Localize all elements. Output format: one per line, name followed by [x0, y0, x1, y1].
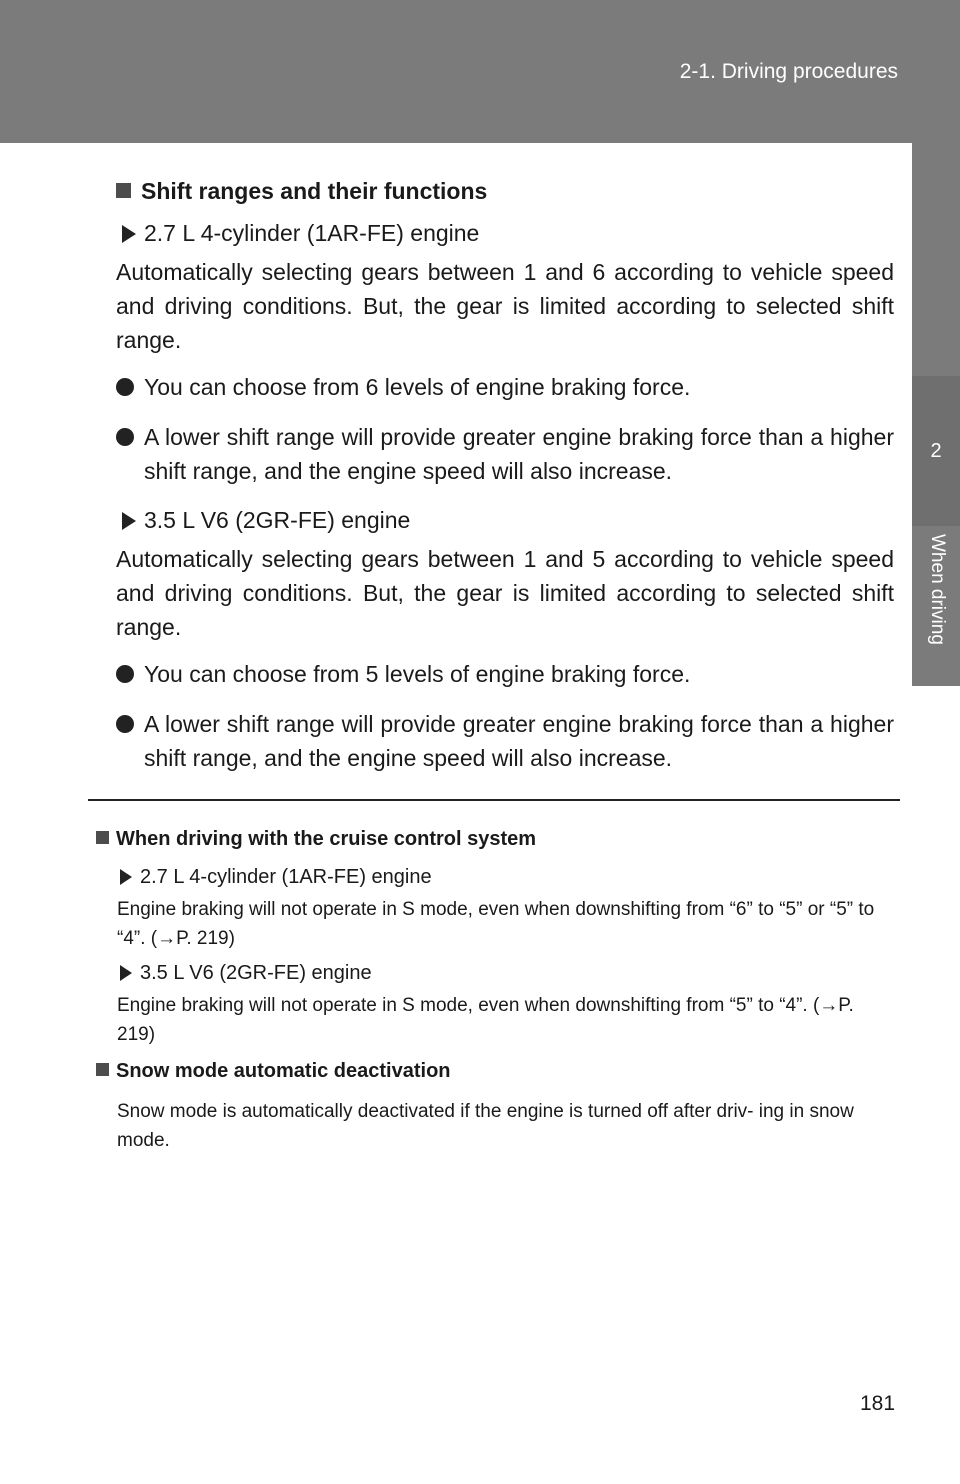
cruise-engine2-label: 3.5 L V6 (2GR-FE) engine [120, 962, 372, 985]
engine1-bullet-1: You can choose from 6 levels of engine braking force. [116, 370, 894, 404]
triangle-arrow-icon [122, 512, 136, 530]
engine2-paragraph: Automatically selecting gears between 1 and 5 according to vehicle speed and driving conditions. But, the gear is limited according to selected shift range. [116, 546, 894, 640]
page-number: 181 [860, 1392, 896, 1415]
divider [88, 799, 900, 801]
engine2-label: 3.5 L V6 (2GR-FE) engine [122, 507, 410, 534]
snow-note-text: Snow mode is automatically deactivated if the engine is turned off after driv- ing in snow mode. [117, 1101, 854, 1151]
engine1-bullet-2: A lower shift range will provide greater engine braking force than a higher shift range, and the engine speed will also increase. [116, 420, 894, 488]
bullet-dot-icon [116, 378, 134, 396]
bullet-dot-icon [116, 428, 134, 446]
section-title: 2-1. Driving procedures [679, 60, 898, 83]
chapter-label-tab [912, 526, 960, 676]
chapter-number: 2 [930, 439, 942, 462]
side-tab-bottom [912, 676, 960, 686]
cruise-note-heading: When driving with the cruise control system [96, 828, 536, 851]
bullet-dot-icon [116, 665, 134, 683]
engine1-label: 2.7 L 4-cylinder (1AR-FE) engine [122, 220, 479, 247]
cruise-engine2-text: Engine braking will not operate in S mode, even when downshifting from “5” to “4”. (→P. 219) [117, 995, 854, 1045]
bullet-dot-icon [116, 715, 134, 733]
section-heading: Shift ranges and their functions [116, 178, 487, 205]
engine2-bullet-1: You can choose from 5 levels of engine braking force. [116, 657, 894, 691]
square-bullet-icon [116, 183, 131, 198]
chapter-label: When driving [927, 534, 948, 645]
chapter-tab [912, 376, 960, 526]
engine2-bullet-2: A lower shift range will provide greater engine braking force than a higher shift range, and the engine speed will also increase. [116, 707, 894, 775]
cruise-engine1-text: Engine braking will not operate in S mode, even when downshifting from “6” to “5” or “5” to “4”. (→P. 219) [117, 899, 875, 949]
square-bullet-icon [96, 831, 109, 844]
triangle-arrow-icon [122, 225, 136, 243]
snow-note-heading: Snow mode automatic deactivation [96, 1060, 451, 1083]
square-bullet-icon [96, 1063, 109, 1076]
cruise-engine1-label: 2.7 L 4-cylinder (1AR-FE) engine [120, 866, 432, 889]
engine1-paragraph: Automatically selecting gears between 1 and 6 according to vehicle speed and driving conditions. But, the gear is limited according to selected shift range. [116, 259, 894, 353]
header-band [0, 0, 960, 143]
triangle-arrow-icon [120, 965, 132, 981]
triangle-arrow-icon [120, 869, 132, 885]
